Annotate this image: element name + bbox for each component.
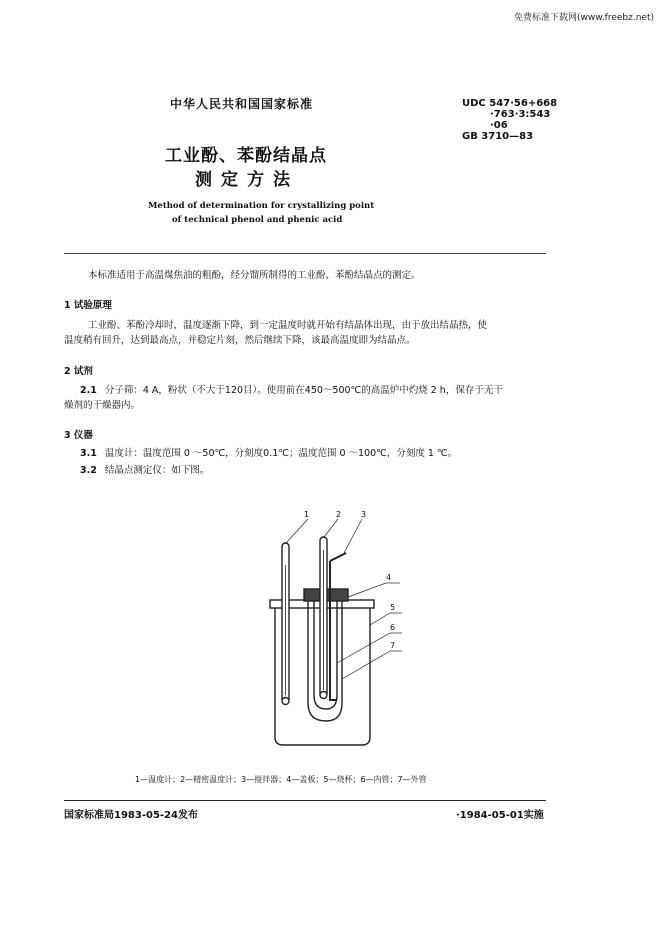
section-1-line-1: 工业酚、苯酚冷却时，温度逐渐下降，到一定温度时就开始有结晶体出现，由于放出结晶热，使 bbox=[88, 320, 488, 331]
diagram-label-2: 2 bbox=[336, 510, 342, 519]
diagram-label-6: 6 bbox=[390, 623, 396, 632]
section-1-heading: 1 试验原理 bbox=[64, 300, 112, 311]
gb-number: GB 3710—83 bbox=[462, 131, 534, 142]
crystallizing-point-apparatus-diagram bbox=[250, 505, 420, 755]
section-3-item-2 bbox=[80, 463, 209, 478]
item-3-2-number: 3.2 bbox=[80, 465, 97, 476]
udc-line-3: ·06 bbox=[490, 120, 508, 131]
header-divider bbox=[64, 253, 546, 254]
diagram-label-1: 1 bbox=[304, 510, 310, 519]
item-2-1-number: 2.1 bbox=[80, 385, 97, 396]
item-3-1-text: 温度计：温度范围 0 ～50℃，分刻度0.1℃；温度范围 0 ～100℃，分刻度 1 ℃。 bbox=[104, 448, 458, 459]
effective-date: ·1984-05-01实施 bbox=[456, 810, 544, 821]
intro-paragraph: 本标准适用于高温煤焦油的粗酚，经分馏所制得的工业酚、苯酚结晶点的测定。 bbox=[88, 270, 421, 281]
english-title-line-1: Method of determination for crystallizing point bbox=[148, 201, 375, 211]
udc-line-1: UDC 547·56+668 bbox=[462, 98, 558, 109]
footer-divider bbox=[64, 800, 546, 801]
figure-caption: 1—温度计；2—精密温度计；3—搅拌器；4—盖板；5—烧杯；6—内管；7—外管 bbox=[135, 775, 427, 784]
section-3-heading: 3 仪器 bbox=[64, 430, 93, 441]
diagram-label-3: 3 bbox=[361, 510, 367, 519]
diagram-label-7: 7 bbox=[390, 641, 396, 650]
item-2-1-text: 分子筛：4 A，粉状（不大于120目）。使用前在450～500℃的高温炉中灼烧 2 h，保存于无干 bbox=[104, 385, 503, 396]
section-2-item-line-2: 燥剂的干燥器内。 bbox=[64, 400, 141, 411]
item-3-2-text: 结晶点测定仪：如下图。 bbox=[104, 465, 210, 476]
section-2-heading: 2 试剂 bbox=[64, 366, 93, 377]
watermark-text: 免费标准下载网(www.freebz.net) bbox=[514, 13, 654, 23]
section-2-item-line-1 bbox=[80, 383, 503, 398]
diagram-label-5: 5 bbox=[390, 603, 396, 612]
item-3-1-number: 3.1 bbox=[80, 448, 97, 459]
diagram-label-4: 4 bbox=[386, 573, 392, 582]
udc-line-2: ·763·3:543 bbox=[490, 109, 551, 120]
section-3-item-1 bbox=[80, 446, 457, 461]
english-title-line-2: of technical phenol and phenic acid bbox=[172, 215, 343, 225]
section-1-line-2: 温度稍有回升，达到最高点，并稳定片刻，然后继续下降，该最高温度即为结晶点。 bbox=[64, 335, 416, 346]
doc-title-line-1: 工业酚、苯酚结晶点 bbox=[165, 146, 327, 166]
udc-block bbox=[462, 98, 557, 142]
national-standard-title: 中华人民共和国国家标准 bbox=[170, 97, 314, 111]
issue-date: 国家标准局1983-05-24发布 bbox=[64, 810, 198, 821]
doc-title-line-2: 测定方法 bbox=[195, 170, 299, 190]
